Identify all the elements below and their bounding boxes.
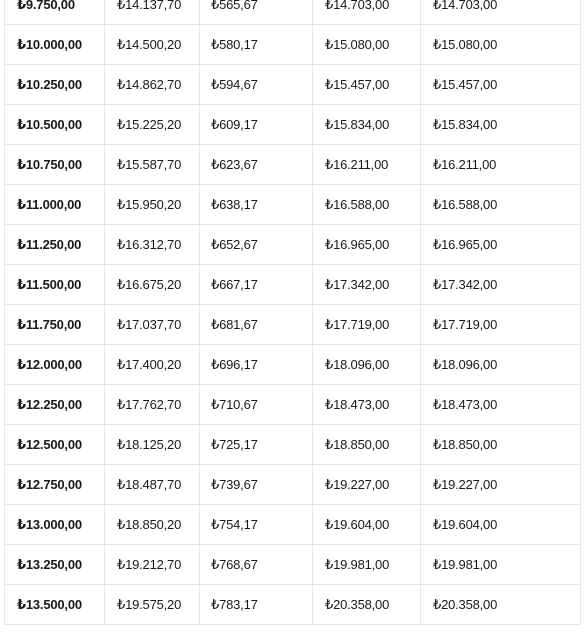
- amount-cell-4: ₺19.227,00: [313, 465, 421, 505]
- amount-cell-2: ₺19.212,70: [105, 545, 200, 585]
- amount-cell-3: ₺594,67: [200, 65, 313, 105]
- amount-cell-2: ₺18.125,20: [105, 425, 200, 465]
- amount-cell-4: ₺15.080,00: [313, 25, 421, 65]
- price-table: [4, 0, 581, 625]
- table-row: [5, 25, 581, 65]
- amount-cell-5: ₺17.342,00: [421, 265, 581, 305]
- amount-cell-4: ₺16.588,00: [313, 185, 421, 225]
- amount-cell-4: ₺19.981,00: [313, 545, 421, 585]
- amount-cell-3: ₺710,67: [200, 385, 313, 425]
- table-row: [5, 225, 581, 265]
- amount-cell-3: ₺768,67: [200, 545, 313, 585]
- amount-cell-2: ₺14.862,70: [105, 65, 200, 105]
- amount-cell-4: ₺18.850,00: [313, 425, 421, 465]
- amount-cell-2: ₺17.037,70: [105, 305, 200, 345]
- amount-cell-3: ₺652,67: [200, 225, 313, 265]
- amount-cell-3: ₺681,67: [200, 305, 313, 345]
- amount-cell-5: ₺15.080,00: [421, 25, 581, 65]
- amount-cell-3: ₺565,67: [200, 0, 313, 25]
- table-row: [5, 385, 581, 425]
- amount-cell-2: ₺16.675,20: [105, 265, 200, 305]
- amount-cell-5: ₺15.457,00: [421, 65, 581, 105]
- amount-cell-5: ₺20.358,00: [421, 585, 581, 625]
- amount-cell-3: ₺725,17: [200, 425, 313, 465]
- price-table-container: [4, 0, 580, 625]
- table-row: [5, 265, 581, 305]
- amount-cell-4: ₺15.457,00: [313, 65, 421, 105]
- amount-cell-2: ₺14.137,70: [105, 0, 200, 25]
- amount-cell-5: ₺16.588,00: [421, 185, 581, 225]
- amount-cell-4: ₺16.211,00: [313, 145, 421, 185]
- amount-cell-3: ₺638,17: [200, 185, 313, 225]
- amount-cell-3: ₺623,67: [200, 145, 313, 185]
- amount-cell-5: ₺18.096,00: [421, 345, 581, 385]
- base-amount-cell: ₺9.750,00: [5, 0, 105, 25]
- base-amount-cell: ₺10.250,00: [5, 65, 105, 105]
- table-row: [5, 425, 581, 465]
- base-amount-cell: ₺10.750,00: [5, 145, 105, 185]
- amount-cell-4: ₺19.604,00: [313, 505, 421, 545]
- base-amount-cell: ₺13.000,00: [5, 505, 105, 545]
- amount-cell-3: ₺754,17: [200, 505, 313, 545]
- amount-cell-2: ₺17.400,20: [105, 345, 200, 385]
- table-row: [5, 465, 581, 505]
- base-amount-cell: ₺12.250,00: [5, 385, 105, 425]
- base-amount-cell: ₺11.250,00: [5, 225, 105, 265]
- table-row: [5, 585, 581, 625]
- amount-cell-2: ₺15.950,20: [105, 185, 200, 225]
- amount-cell-4: ₺15.834,00: [313, 105, 421, 145]
- table-row: [5, 65, 581, 105]
- amount-cell-3: ₺739,67: [200, 465, 313, 505]
- base-amount-cell: ₺12.000,00: [5, 345, 105, 385]
- amount-cell-4: ₺18.096,00: [313, 345, 421, 385]
- amount-cell-5: ₺16.211,00: [421, 145, 581, 185]
- base-amount-cell: ₺11.750,00: [5, 305, 105, 345]
- amount-cell-2: ₺15.225,20: [105, 105, 200, 145]
- amount-cell-3: ₺609,17: [200, 105, 313, 145]
- amount-cell-3: ₺667,17: [200, 265, 313, 305]
- base-amount-cell: ₺12.500,00: [5, 425, 105, 465]
- base-amount-cell: ₺12.750,00: [5, 465, 105, 505]
- table-row: [5, 145, 581, 185]
- amount-cell-4: ₺20.358,00: [313, 585, 421, 625]
- amount-cell-5: ₺18.473,00: [421, 385, 581, 425]
- base-amount-cell: ₺13.250,00: [5, 545, 105, 585]
- amount-cell-2: ₺18.487,70: [105, 465, 200, 505]
- amount-cell-2: ₺17.762,70: [105, 385, 200, 425]
- amount-cell-5: ₺15.834,00: [421, 105, 581, 145]
- base-amount-cell: ₺11.000,00: [5, 185, 105, 225]
- base-amount-cell: ₺11.500,00: [5, 265, 105, 305]
- amount-cell-2: ₺14.500,20: [105, 25, 200, 65]
- amount-cell-5: ₺17.719,00: [421, 305, 581, 345]
- base-amount-cell: ₺10.000,00: [5, 25, 105, 65]
- table-row: [5, 345, 581, 385]
- table-row: [5, 545, 581, 585]
- table-row: [5, 505, 581, 545]
- amount-cell-4: ₺17.719,00: [313, 305, 421, 345]
- table-row: [5, 305, 581, 345]
- table-row: [5, 0, 581, 25]
- amount-cell-5: ₺19.981,00: [421, 545, 581, 585]
- amount-cell-5: ₺18.850,00: [421, 425, 581, 465]
- amount-cell-5: ₺19.227,00: [421, 465, 581, 505]
- amount-cell-4: ₺17.342,00: [313, 265, 421, 305]
- amount-cell-2: ₺16.312,70: [105, 225, 200, 265]
- amount-cell-5: ₺14.703,00: [421, 0, 581, 25]
- price-table-body: [5, 0, 581, 625]
- amount-cell-3: ₺696,17: [200, 345, 313, 385]
- amount-cell-3: ₺783,17: [200, 585, 313, 625]
- amount-cell-2: ₺19.575,20: [105, 585, 200, 625]
- amount-cell-4: ₺18.473,00: [313, 385, 421, 425]
- table-row: [5, 105, 581, 145]
- table-row: [5, 185, 581, 225]
- amount-cell-4: ₺14.703,00: [313, 0, 421, 25]
- amount-cell-5: ₺19.604,00: [421, 505, 581, 545]
- base-amount-cell: ₺13.500,00: [5, 585, 105, 625]
- amount-cell-5: ₺16.965,00: [421, 225, 581, 265]
- amount-cell-3: ₺580,17: [200, 25, 313, 65]
- amount-cell-2: ₺18.850,20: [105, 505, 200, 545]
- amount-cell-4: ₺16.965,00: [313, 225, 421, 265]
- amount-cell-2: ₺15.587,70: [105, 145, 200, 185]
- base-amount-cell: ₺10.500,00: [5, 105, 105, 145]
